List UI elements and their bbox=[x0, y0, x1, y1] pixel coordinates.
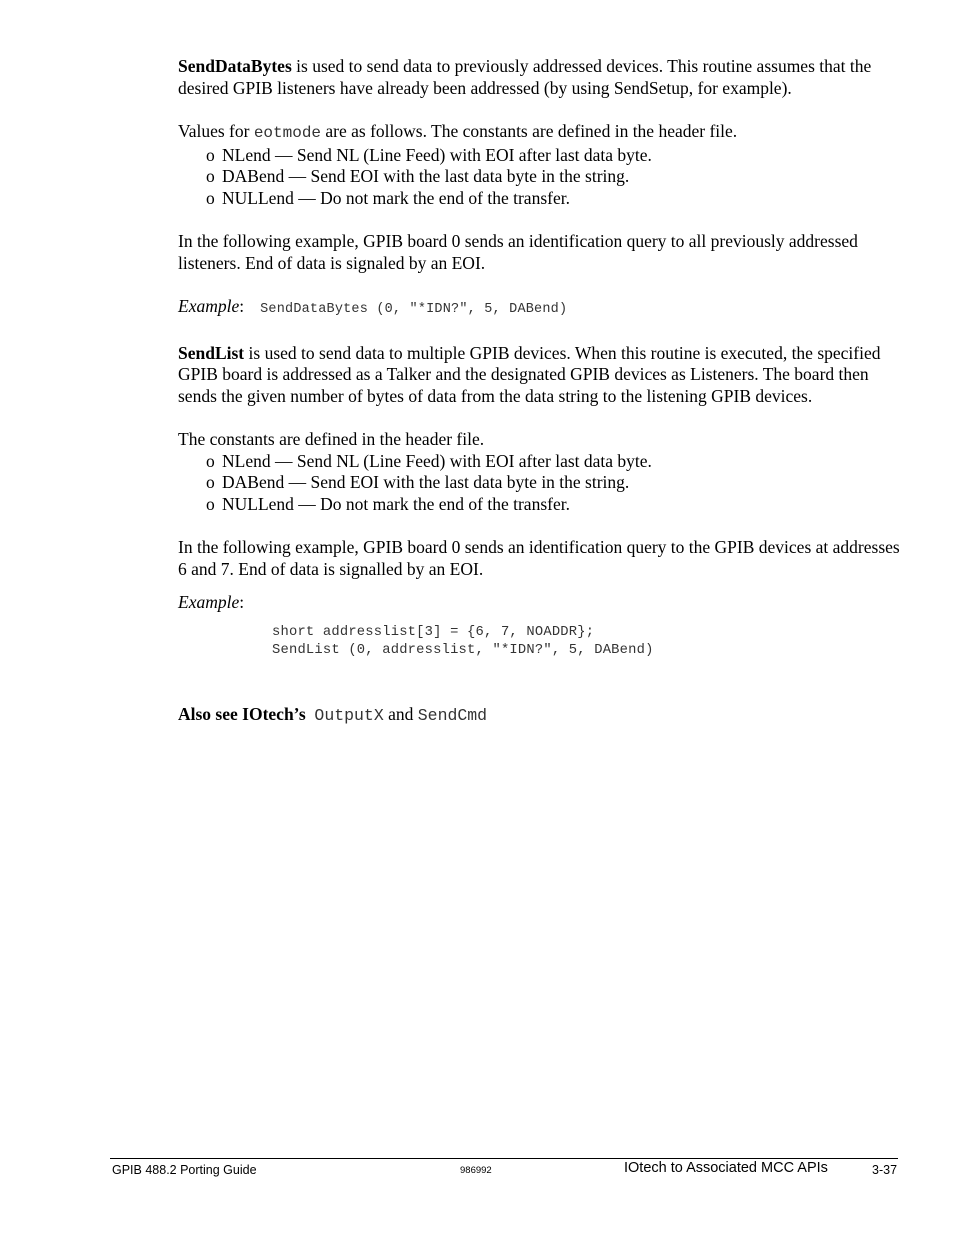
also-see-code-sendcmd: SendCmd bbox=[417, 705, 488, 725]
code-block bbox=[272, 624, 903, 660]
also-see-label: Also see IOtech’s bbox=[178, 703, 306, 724]
footer-page-number: 3-37 bbox=[872, 1163, 898, 1177]
eotmode-values-line bbox=[178, 121, 903, 145]
example-intro-2: In the following example, GPIB board 0 sends an identification query to the GPIB devices at addresses 6 and 7. End of data is signalled by an EOI. bbox=[178, 537, 900, 579]
footer-left: GPIB 488.2 Porting Guide bbox=[112, 1163, 257, 1177]
bullet-text: NULLend — Do not mark the end of the transfer. bbox=[222, 493, 570, 514]
example-line-1 bbox=[178, 296, 903, 321]
bullet-text: NLend — Send NL (Line Feed) with EOI after last data byte. bbox=[222, 144, 652, 165]
example-label: Example bbox=[178, 592, 240, 612]
bullet-mark: o bbox=[206, 187, 215, 208]
list-item bbox=[206, 451, 903, 473]
also-see-code-outputx: OutputX bbox=[314, 705, 384, 725]
senddatabytes-term: SendDataBytes bbox=[178, 56, 292, 76]
example-label: Example bbox=[178, 296, 240, 316]
page-content bbox=[178, 56, 903, 726]
bullet-mark: o bbox=[206, 166, 215, 186]
bullet-mark: o bbox=[206, 450, 215, 471]
bullet-text: NLend — Send NL (Line Feed) with EOI after last data byte. bbox=[222, 450, 652, 471]
list-item bbox=[206, 166, 903, 188]
example-line-2 bbox=[178, 592, 903, 614]
example-colon: : bbox=[239, 296, 245, 316]
footer-doc-number: 986992 bbox=[460, 1165, 492, 1176]
example-intro-1: In the following example, GPIB board 0 sends an identification query to all previously addressed listeners. End of data is signaled by an EOI. bbox=[178, 231, 858, 273]
values-suffix: are as follows. The constants are defined in the header file. bbox=[321, 121, 738, 141]
eotmode-code: eotmode bbox=[253, 124, 322, 142]
also-see-line bbox=[178, 704, 903, 727]
list-item bbox=[206, 145, 903, 167]
bullet-mark: o bbox=[206, 472, 215, 492]
constants-line: The constants are defined in the header file. bbox=[178, 429, 485, 449]
code-line: short addresslist[3] = {6, 7, NOADDR}; bbox=[272, 624, 595, 640]
list-item bbox=[206, 188, 903, 210]
list-item bbox=[206, 472, 903, 494]
senddatabytes-paragraph bbox=[178, 56, 903, 99]
senddatabytes-desc: is used to send data to previously addressed devices. This routine assumes that the desired GPIB listeners have already been addressed (by using SendSetup, for example). bbox=[178, 56, 872, 98]
example-code: SendDataBytes (0, "*IDN?", 5, DABend) bbox=[260, 302, 568, 317]
code-line: SendList (0, addresslist, "*IDN?", 5, DABend) bbox=[272, 642, 654, 658]
footer-section-title: IOtech to Associated MCC APIs bbox=[624, 1160, 828, 1176]
sendlist-term: SendList bbox=[178, 342, 245, 363]
bullet-mark: o bbox=[206, 493, 215, 514]
bullet-text: DABend — Send EOI with the last data byte in the string. bbox=[222, 166, 630, 186]
sendlist-paragraph bbox=[178, 343, 903, 408]
bullet-text: DABend — Send EOI with the last data byte in the string. bbox=[222, 472, 630, 492]
sendlist-desc: is used to send data to multiple GPIB devices. When this routine is executed, the specified GPIB board is addressed as a Talker and the designated GPIB devices as Listeners. The board then sends the given number of bytes of data from the data string to the listening GPIB devices. bbox=[178, 342, 881, 406]
also-see-and: and bbox=[383, 703, 418, 724]
list-item bbox=[206, 494, 903, 516]
eotmode-bullet-list bbox=[178, 145, 903, 210]
bullet-mark: o bbox=[206, 144, 215, 165]
footer-divider bbox=[110, 1158, 898, 1159]
constants-bullet-list bbox=[178, 451, 903, 516]
example-colon: : bbox=[239, 592, 245, 612]
values-prefix: Values for bbox=[178, 121, 254, 141]
bullet-text: NULLend — Do not mark the end of the transfer. bbox=[222, 187, 570, 208]
